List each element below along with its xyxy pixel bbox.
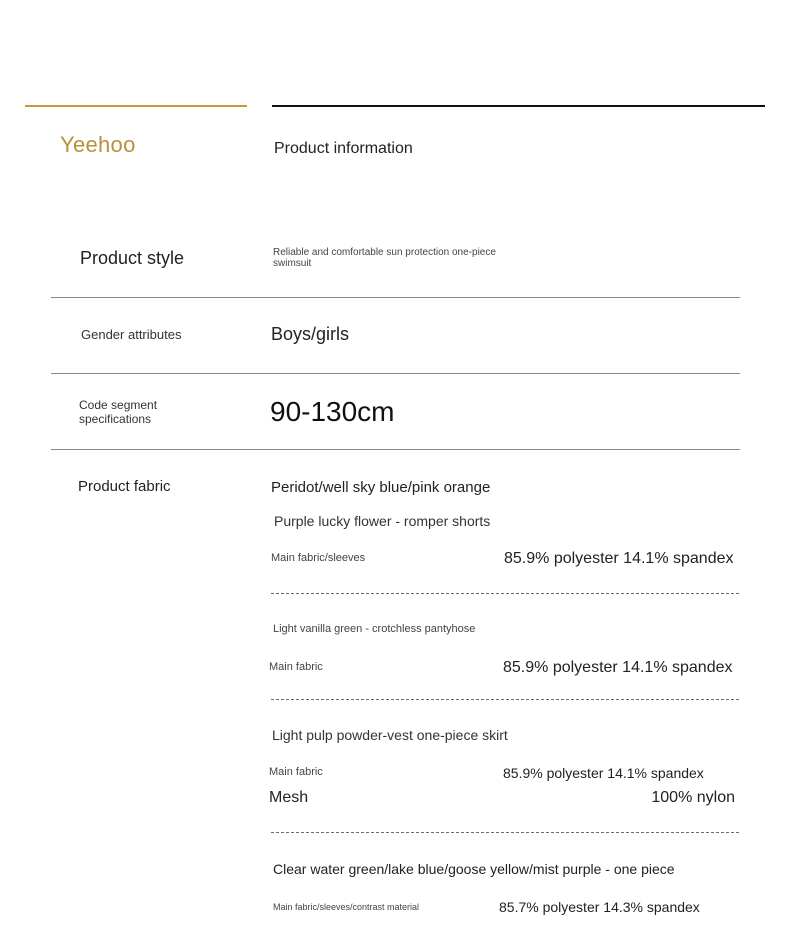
fabric-composition: 100% nylon [651, 789, 735, 806]
fabric-part: Main fabric [269, 661, 323, 673]
product-style-value-line1: Reliable and comfortable sun protection one-piece [273, 247, 496, 258]
gender-label: Gender attributes [81, 327, 182, 342]
section-title: Product information [274, 140, 413, 157]
brand-accent-rule [25, 105, 247, 107]
fabric-part: Main fabric [269, 766, 323, 778]
fabric-composition: 85.9% polyester 14.1% spandex [504, 550, 734, 567]
fabric-part: Mesh [269, 789, 309, 806]
row-divider [51, 297, 740, 298]
fabric-group-title: Light pulp powder-vest one-piece skirt [272, 727, 508, 743]
fabric-group-title: Purple lucky flower - romper shorts [274, 513, 491, 529]
fabric-part: Main fabric/sleeves/contrast material [273, 902, 420, 912]
gender-value: Boys/girls [271, 324, 350, 344]
fabric-label: Product fabric [78, 478, 171, 495]
size-label-line2: specifications [79, 412, 152, 426]
size-value: 90-130cm [270, 396, 395, 427]
row-divider [51, 373, 740, 374]
dashed-divider [271, 699, 739, 700]
fabric-composition: 85.7% polyester 14.3% spandex [499, 899, 700, 915]
row-divider [51, 449, 740, 450]
fabric-composition: 85.9% polyester 14.1% spandex [503, 659, 733, 676]
fabric-group-title: Clear water green/lake blue/goose yellow/mist purple - one piece [273, 861, 675, 877]
fabric-composition: 85.9% polyester 14.1% spandex [503, 765, 704, 781]
product-style-label: Product style [80, 248, 185, 268]
header-rule [272, 105, 765, 107]
fabric-part: Main fabric/sleeves [271, 552, 366, 564]
size-label-line1: Code segment [79, 398, 158, 412]
dashed-divider [271, 832, 739, 833]
fabric-colors: Peridot/well sky blue/pink orange [271, 479, 491, 496]
dashed-divider [271, 593, 739, 594]
fabric-group-title: Light vanilla green - crotchless pantyhose [273, 623, 476, 635]
product-style-value-line2: swimsuit [273, 258, 312, 269]
brand-name: Yeehoo [60, 132, 136, 157]
